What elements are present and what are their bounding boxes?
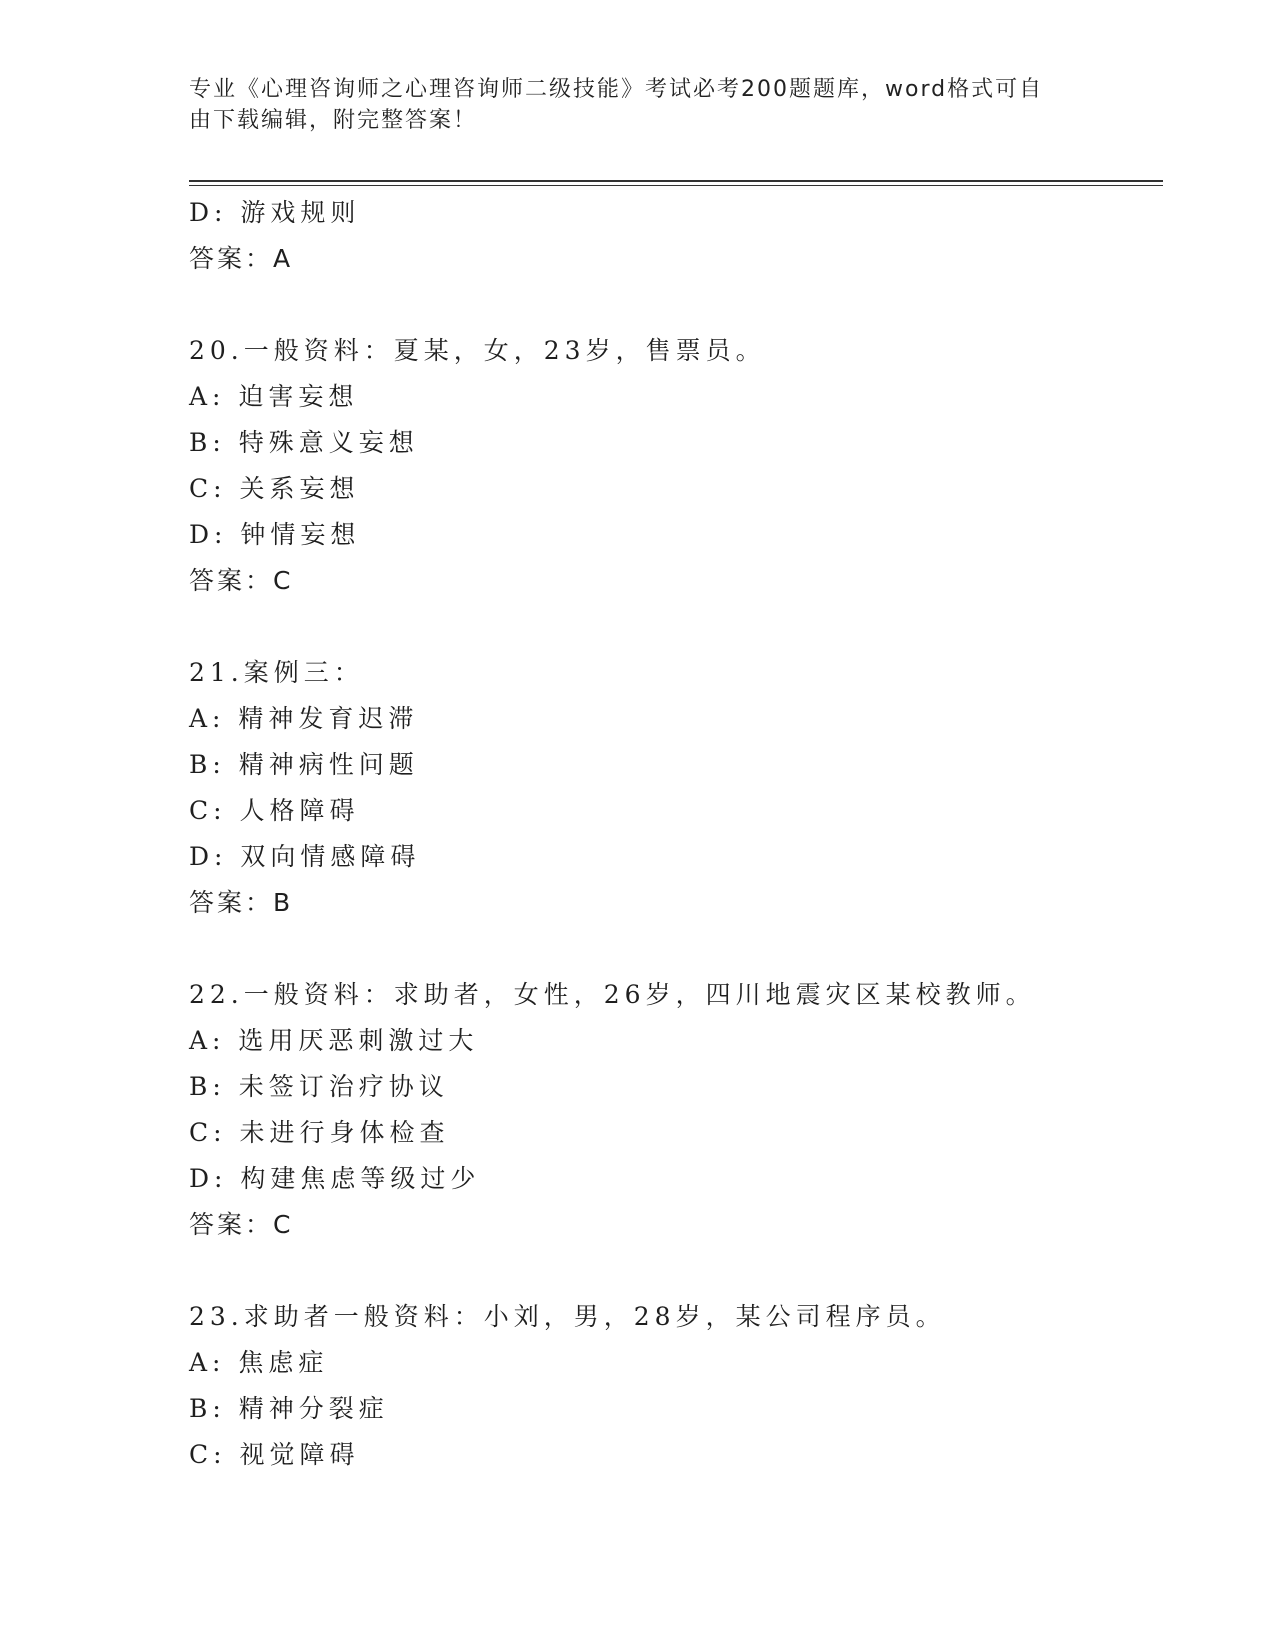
- question-item: [189, 1294, 1163, 1478]
- question-stem: 23.求助者一般资料：小刘，男，28岁，某公司程序员。: [189, 1302, 946, 1331]
- spacer: [189, 282, 1163, 328]
- option-b: B: 精神分裂症: [189, 1394, 389, 1423]
- question-stem: 20.一般资料：夏某，女，23岁，售票员。: [189, 336, 766, 365]
- header-rule-thin: [189, 185, 1163, 186]
- option-b: B: 特殊意义妄想: [189, 428, 419, 457]
- option-d: D: 双向情感障碍: [189, 842, 421, 871]
- option-c: C: 人格障碍: [189, 796, 360, 825]
- question-item: [189, 650, 1163, 926]
- option-d: D: 构建焦虑等级过少: [189, 1164, 481, 1193]
- document-header: [189, 74, 1089, 136]
- question-item: [189, 328, 1163, 604]
- question-list: [189, 190, 1163, 1478]
- question-stem: 22.一般资料：求助者，女性，26岁，四川地震灾区某校教师。: [189, 980, 1036, 1009]
- previous-answer: 答案：A: [189, 244, 294, 273]
- question-item: [189, 972, 1163, 1248]
- option-c: C: 视觉障碍: [189, 1440, 360, 1469]
- option-c: C: 未进行身体检查: [189, 1118, 450, 1147]
- question-stem: 21.案例三：: [189, 658, 364, 687]
- option-a: A: 精神发育迟滞: [189, 704, 419, 733]
- option-a: A: 选用厌恶刺激过大: [189, 1026, 479, 1055]
- answer: 答案：C: [189, 566, 294, 595]
- option-b: B: 未签订治疗协议: [189, 1072, 449, 1101]
- spacer: [189, 1248, 1163, 1294]
- previous-option-d: D: 游戏规则: [189, 198, 361, 227]
- header-line-2: 由下载编辑，附完整答案！: [189, 108, 478, 133]
- option-b: B: 精神病性问题: [189, 750, 419, 779]
- option-d: D: 钟情妄想: [189, 520, 361, 549]
- spacer: [189, 604, 1163, 650]
- option-c: C: 关系妄想: [189, 474, 360, 503]
- answer: 答案：B: [189, 888, 294, 917]
- answer: 答案：C: [189, 1210, 294, 1239]
- header-rule-thick: [189, 180, 1163, 182]
- spacer: [189, 926, 1163, 972]
- header-line-1: 专业《心理咨询师之心理咨询师二级技能》考试必考200题题库，word格式可自: [189, 77, 1044, 102]
- option-a: A: 迫害妄想: [189, 382, 359, 411]
- option-a: A: 焦虑症: [189, 1348, 329, 1377]
